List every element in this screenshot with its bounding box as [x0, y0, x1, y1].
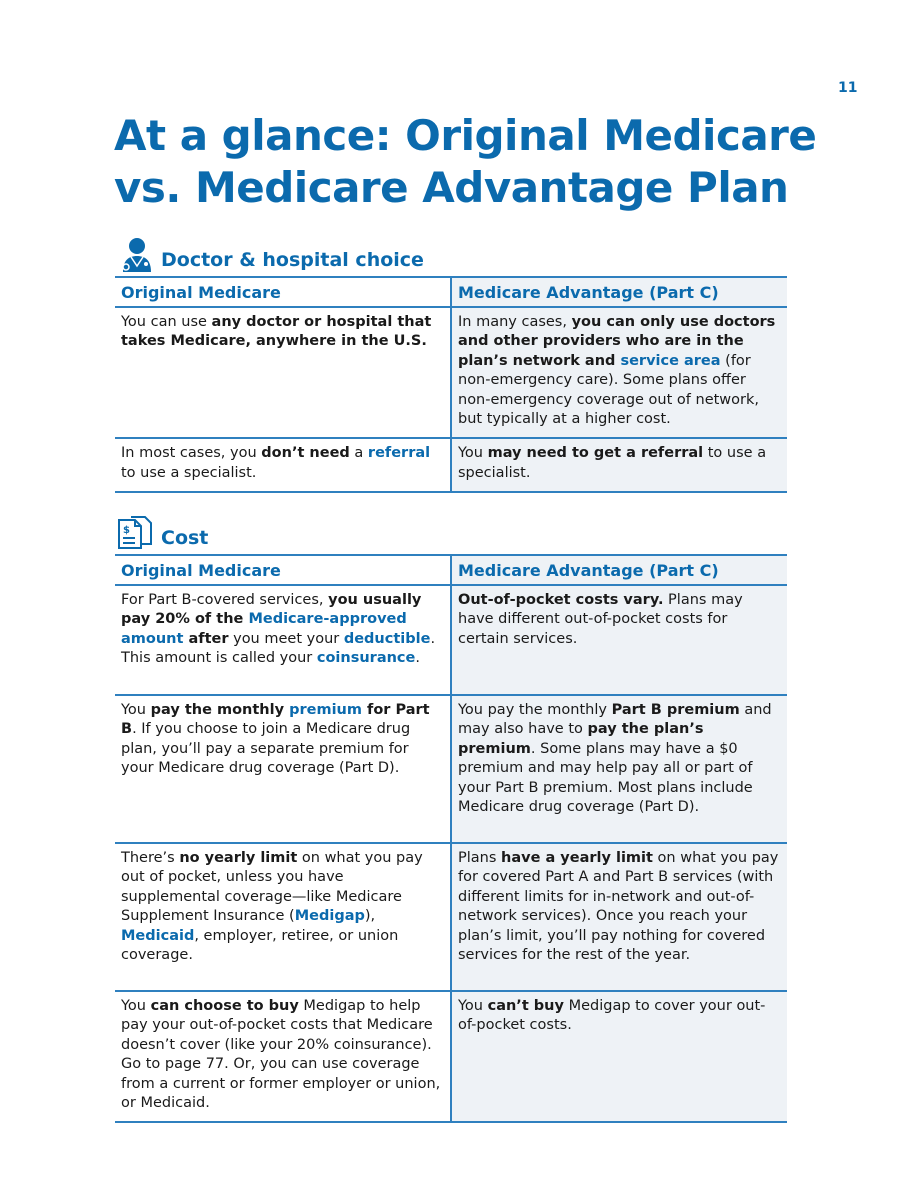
text-run: There’s	[121, 850, 180, 866]
cell-advantage	[451, 843, 787, 991]
text-run: ),	[364, 908, 376, 925]
section-title: Cost	[161, 527, 209, 549]
text-run: You	[458, 445, 488, 462]
glossary-term: Medicaid	[121, 927, 195, 944]
column-header-medicare-advantage: Medicare Advantage (Part C)	[451, 277, 787, 307]
text-run: pay the monthly	[150, 702, 290, 718]
text-run: can’t buy	[487, 998, 564, 1014]
table-row	[115, 843, 787, 991]
text-run: You	[458, 998, 488, 1014]
table-row	[115, 695, 787, 843]
text-run: have a yearly limit	[501, 850, 653, 866]
cost-document-icon	[115, 514, 155, 550]
table-header-row	[115, 277, 787, 307]
cell-original	[115, 585, 451, 695]
column-header-original-medicare: Original Medicare	[115, 555, 451, 585]
glossary-term: coinsurance	[316, 650, 416, 667]
text-run: You pay the monthly	[458, 702, 612, 718]
table-header-row	[115, 555, 787, 585]
text-run: to use a specialist.	[121, 464, 257, 481]
glossary-term: Medicare-approved amount	[121, 611, 407, 647]
cell-original	[115, 991, 451, 1122]
text-run: you can only use doctors and other providers who are in the plan’s network and	[458, 314, 776, 369]
text-run: For Part B-covered services,	[121, 592, 329, 608]
text-run: .	[415, 650, 420, 667]
text-run: you meet your	[228, 630, 344, 647]
text-run: . This amount is called your	[121, 630, 436, 667]
glossary-term: deductible	[343, 630, 431, 647]
doctor-icon	[115, 236, 155, 272]
text-run: can choose to buy	[150, 998, 299, 1014]
glossary-term: service area	[620, 352, 721, 369]
comparison-table	[115, 554, 787, 1123]
cell-advantage	[451, 585, 787, 695]
text-run: to use a specialist.	[458, 445, 767, 481]
cell-advantage	[451, 695, 787, 843]
glossary-term: premium	[289, 702, 362, 718]
cell-original	[115, 843, 451, 991]
table-row	[115, 585, 787, 695]
text-run: don’t need	[261, 445, 350, 462]
title-line-1: At a glance: Original Medicare	[114, 111, 817, 160]
cell-advantage	[451, 307, 787, 438]
text-run: You can use	[121, 314, 212, 330]
glossary-term: referral	[367, 445, 431, 462]
table-row	[115, 991, 787, 1122]
text-run: for Part B	[121, 702, 430, 738]
cell-advantage	[451, 438, 787, 492]
svg-text:$: $	[123, 525, 130, 536]
text-run: You	[121, 998, 151, 1014]
text-run: Out-of-pocket costs vary.	[458, 592, 664, 608]
text-run: In most cases, you	[121, 445, 262, 462]
text-run: Plans	[458, 850, 502, 866]
glossary-term: Medigap	[294, 908, 365, 925]
section-header	[115, 234, 787, 272]
text-run: , employer, retiree, or union coverage.	[121, 927, 399, 964]
column-header-medicare-advantage: Medicare Advantage (Part C)	[451, 555, 787, 585]
table-row	[115, 438, 787, 492]
text-run: may need to get a referral	[487, 445, 704, 462]
text-run: In many cases,	[458, 314, 572, 330]
cell-advantage	[451, 991, 787, 1122]
text-run: a	[349, 445, 368, 462]
text-run: (for non-emergency care). Some plans offer non-emergency coverage out of network, but typically at a higher cost.	[458, 352, 759, 428]
text-run: You	[121, 702, 151, 718]
cell-original	[115, 438, 451, 492]
text-run: after	[183, 630, 229, 647]
page-number: 11	[838, 80, 858, 96]
comparison-table	[115, 276, 787, 493]
text-run: . Some plans may have a $0 premium and may help pay all or part of your Part B premium. Most plans include Medicare drug coverage (Part D).	[458, 740, 753, 816]
text-run: on what you pay for covered Part A and Part B services (with different limits for in-network and out-of-network services). Once you reach your plan’s limit, you’ll pay nothing for covered services for the rest of the year.	[458, 850, 779, 964]
text-run: no yearly limit	[179, 850, 298, 866]
section-doctor-hospital-choice	[115, 234, 787, 493]
text-run: . If you choose to join a Medicare drug plan, you’ll pay a separate premium for your Medicare drug coverage (Part D).	[121, 721, 411, 777]
text-run: Medigap to help pay your out-of-pocket costs that Medicare doesn’t cover (like your 20% coinsurance). Go to page 77. Or, you can use coverage from a current or former employer or union, or Medicaid.	[121, 998, 441, 1112]
page-title	[114, 110, 874, 214]
title-line-2: vs. Medicare Advantage Plan	[114, 163, 789, 212]
text-run: Part B premium	[611, 702, 740, 718]
text-run: Medigap to cover your out-of-pocket costs.	[458, 998, 766, 1034]
cell-original	[115, 307, 451, 438]
section-header	[115, 512, 787, 550]
text-run: you usually pay 20% of the	[121, 592, 422, 628]
text-run: on what you pay out of pocket, unless you have supplemental coverage—like Medicare Supplement Insurance (	[121, 850, 423, 925]
section-cost	[115, 512, 787, 1123]
table-row	[115, 307, 787, 438]
text-run: Plans may have different out-of-pocket costs for certain services.	[458, 592, 743, 647]
text-run: pay the plan’s premium	[458, 721, 704, 757]
text-run: and may also have to	[458, 702, 772, 738]
column-header-original-medicare: Original Medicare	[115, 277, 451, 307]
text-run: any doctor or hospital that takes Medicare, anywhere in the U.S.	[121, 314, 432, 350]
section-title: Doctor & hospital choice	[161, 249, 424, 271]
cell-original	[115, 695, 451, 843]
